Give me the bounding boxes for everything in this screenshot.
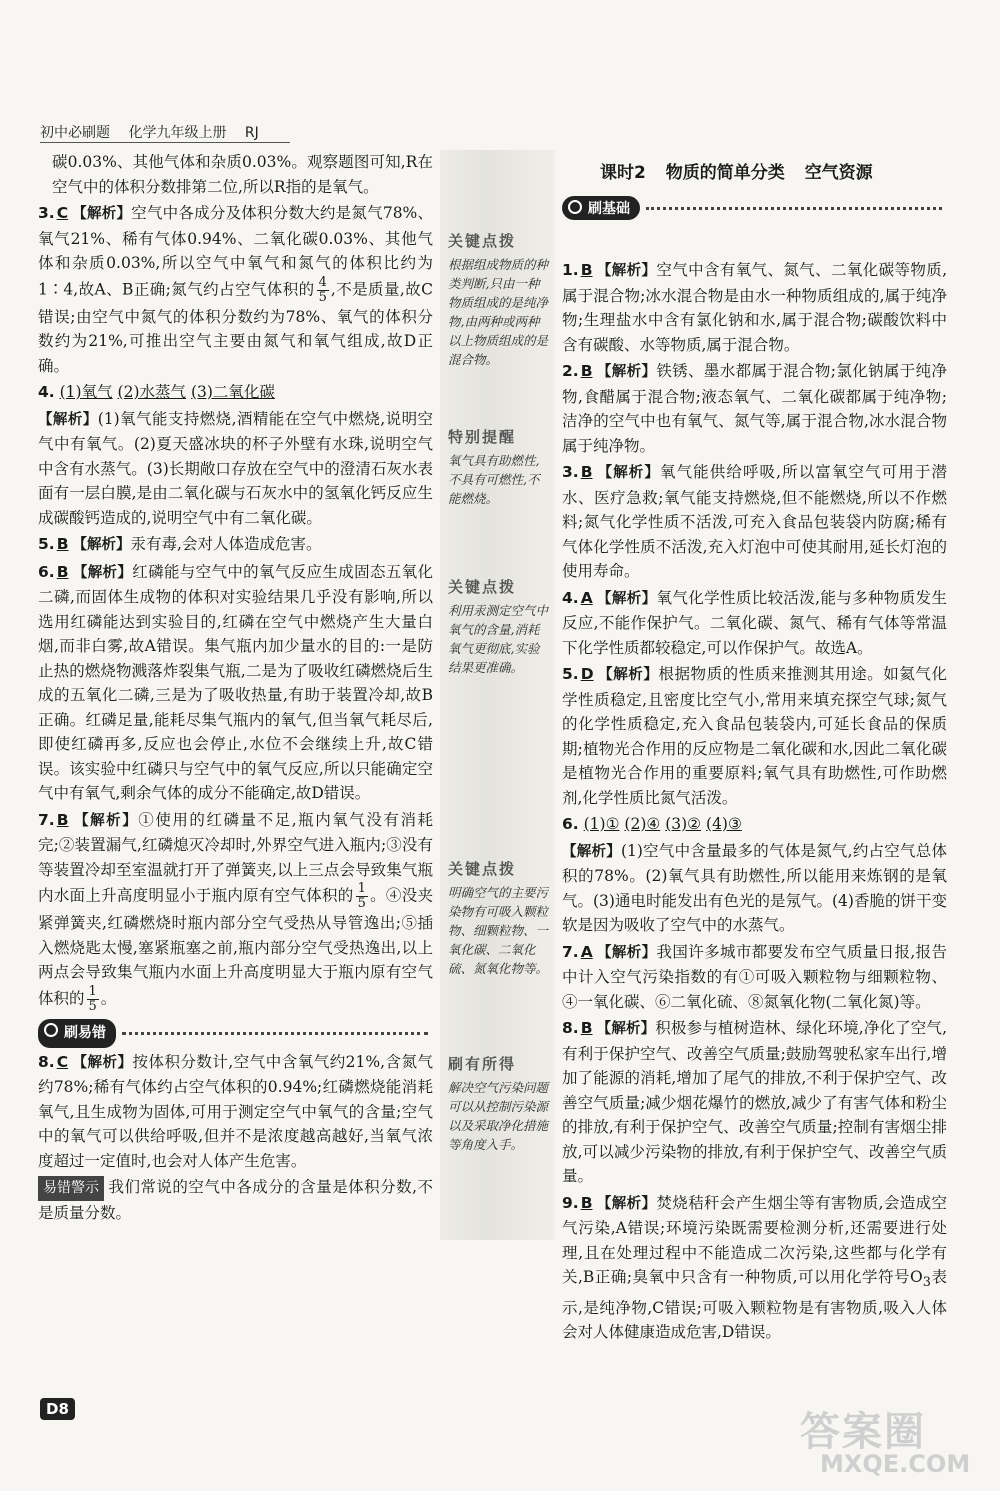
badge-basic — [562, 196, 942, 220]
fraction: $\frac{1}{5}$ — [88, 983, 97, 1014]
answer-6: 6. B 【解析】红磷能与空气中的氧气反应生成固态五氧化二磷,而固体生成物的体积对实验结果几乎没有影响,所以选用红磷能达到实验目的,红磷在空气中燃烧产生大量白烟,而非白雾,故A错误。集气瓶内加少量水的目的:一是防止热的燃烧物溅落炸裂集气瓶,二是为了吸收红磷燃烧后生成的五氧化二磷,三是为了吸收热量,有助于装置冷却,故B正确。红磷足量,能耗尽集气瓶内的氧气,但当氧气耗尽后,即使红磷再多,反应也会停止,水位不会继续上升,故C错误。该实验中红磷只与空气中的氧气反应,所以只能确定空气中有氧气,剩余气体的成分不能确定,故D错误。 — [38, 562, 433, 802]
right-answer-9: 9. B 【解析】焚烧秸秆会产生烟尘等有害物质,会造成空气污染,A错误;环境污染既需要检测分析,还需要进行处理,且在处理过程中不能造成二次污染,这些都与化学有关,B正确;臭氧中只含有一种物质,可以用化学符号$O_3$表示,是纯净物,C错误;可吸入颗粒物是有害物质,吸入人体会对人体健康造成危害,D错误。 — [562, 1193, 947, 1342]
right-answer-7: 7. A 【解析】我国许多城市都要发布空气质量日报,报告中计入空气污染指数的有①可吸入颗粒物与细颗粒物、④一氧化碳、⑥二氧化硫、⑧氮氧化物(二氧化氮)等。 — [562, 942, 947, 1011]
header-rule — [40, 142, 290, 143]
intro-text: 碳0.03%、其他气体和杂质0.03%。观察题图可知,R在空气中的体积分数排第二位,所以R指的是氧气。 — [52, 153, 433, 196]
right-answer-6-choices: 6. (1)① (2)④ (3)② (4)③ — [562, 815, 742, 833]
subject-name: 化学九年级上册 — [128, 125, 227, 141]
right-answer-2: 2. B 【解析】铁锈、墨水都属于混合物;氯化钠属于纯净物,食醋属于混合物;液态氧气、二氧化碳都属于纯净物;洁净的空气中也有氧气、氮气等,属于混合物,冰水混合物属于纯净物。 — [562, 362, 947, 455]
right-answer-1: 1. B 【解析】空气中含有氧气、氮气、二氧化碳等物质,属于混合物;冰水混合物是由水一种物质组成的,属于纯净物;生理盐水中含有氯化钠和水,属于混合物;碳酸饮料中含有碳酸、水等物质,属于混合物。 — [562, 261, 947, 354]
watermark-url: MXQE.COM — [820, 1450, 971, 1478]
right-answer-4: 4. A 【解析】氧气化学性质比较活泼,能与多种物质发生反应,不能作保护气。二氧化碳、氮气、稀有气体等常温下化学性质都较稳定,可以作保护气。故选A。 — [562, 588, 947, 657]
warning-label: 易错警示 — [38, 1176, 104, 1201]
answer-8: 8. C 【解析】按体积分数计,空气中含氧气约21%,含氮气约78%;稀有气体约占空气体积的0.94%;红磷燃烧能消耗氧气,且生成物为固体,可用于测定空气中氧气的含量;空气中的氧气可以供给呼吸,但并不是浓度越高越好,当氧气浓度超过一定值时,也会对人体产生危害。 — [38, 1052, 434, 1170]
lesson-topic: 空气资源 — [804, 163, 873, 183]
left-column — [38, 150, 433, 1227]
answer-4-choices: 4. (1)氧气 (2)水蒸气 (3)二氧化碳 — [38, 383, 275, 401]
sidebar-tip-2: 特别提醒 氧气具有助燃性,不具有可燃性,不能燃烧。 — [448, 428, 540, 506]
sidebar-tip-1: 关键点拨 根据组成物质的种类判断,只由一种物质组成的是纯净物,由两种或两种以上物质组成的是混合物。 — [448, 232, 549, 367]
sidebar-tip-3: 关键点拨 利用汞测定空气中氧气的含量,消耗氧气更彻底,实验结果更准确。 — [448, 578, 549, 675]
fraction: $\frac{4}{5}$ — [318, 274, 327, 305]
basic-badge-label: 刷基础 — [562, 196, 640, 220]
right-answer-3: 3. B 【解析】氧气能供给呼吸,所以富氧空气可用于潜水、医疗急救;氧气能支持燃烧,但不能燃烧,所以不作燃料;氮气化学性质不活泼,可充入食品包装袋内防腐;稀有气体化学性质不活泼,充入灯泡中可使其耐用,延长灯泡的使用寿命。 — [562, 463, 947, 580]
sidebar-tip-5: 刷有所得 解决空气污染问题可以从控制污染源以及采取净化措施等角度入手。 — [448, 1055, 549, 1152]
lesson-number: 课时2 — [600, 163, 646, 183]
lesson-title — [600, 158, 887, 183]
right-column — [562, 258, 947, 1347]
edition-label: RJ — [244, 125, 259, 141]
right-answer-6-analysis: 【解析】(1)空气中含量最多的气体是氮气,约占空气总体积的78%。(2)氧气具有助燃性,所以能用来炼钢的是氧气。(3)通电时能发出有色光的是氖气。(4)香脆的饼干变软是因为吸收了空气中的水蒸气。 — [562, 841, 947, 934]
right-answer-5: 5. D 【解析】根据物质的性质来推测其用途。如氦气化学性质稳定,且密度比空气小,常用来填充探空气球;氮气的化学性质稳定,充入食品包装袋内,可延长食品的保质期;植物光合作用的反应物是二氧化碳和水,因此二氧化碳是植物光合作用的重要原料;氧气具有助燃性,可作助燃剂,化学性质比氮气活泼。 — [562, 665, 947, 807]
fraction: $\frac{1}{5}$ — [357, 881, 366, 911]
page-number: D8 — [40, 1398, 75, 1420]
book-name: 初中必刷题 — [40, 125, 110, 141]
page-header — [40, 122, 273, 142]
badge-mistake: 刷易错 — [38, 1016, 433, 1050]
watermark-logo: 答案圈 — [800, 1409, 926, 1455]
answer-4-analysis: 【解析】(1)氧气能支持燃烧,酒精能在空气中燃烧,说明空气中有氧气。(2)夏天盛冰块的杯子外壁有水珠,说明空气中含有水蒸气。(3)长期敞口存放在空气中的澄清石灰水表面有一层白膜,是由二氧化碳与石灰水中的氢氧化钙反应生成碳酸钙造成的,说明空气中有二氧化碳。 — [38, 409, 434, 527]
dotted-rule — [646, 207, 942, 210]
answer-5: 5. B 【解析】汞有毒,会对人体造成危害。 — [38, 535, 322, 553]
lesson-name: 物质的简单分类 — [665, 163, 785, 183]
mistake-warning: 易错警示 我们常说的空气中各成分的含量是体积分数,不是质量分数。 — [38, 1178, 433, 1222]
answer-7: 7. B 【解析】①使用的红磷量不足,瓶内氧气没有消耗完;②装置漏气,红磷熄灭冷却时,外界空气进入瓶内;③没有等装置冷却至室温就打开了弹簧夹,以上三点会导致集气瓶内水面上升高度明显小于瓶内原有空气体积的 $\frac{1}{5}$ 。④没夹紧弹簧夹,红磷燃烧时瓶内部分空气受热从导管逸出;⑤插入燃烧匙太慢,塞紧瓶塞之前,瓶内部分空气受热逸出,以上两点会导致集气瓶内水面上升高度明显大于瓶内原有空气体积的 $\frac{1}{5}$ 。 — [38, 810, 434, 1014]
sidebar-tip-4: 关键点拨 明确空气的主要污染物有可吸入颗粒物、细颗粒物、一氧化碳、二氧化硫、氮氧化物等。 — [448, 860, 549, 976]
right-answer-8: 8. B 【解析】积极参与植树造林、绿化环境,净化了空气,有利于保护空气、改善空气质量;鼓励驾驶私家车出行,增加了能源的消耗,增加了尾气的排放,不利于保护空气、改善空气质量;减少烟花爆竹的燃放,减少了有害气体和粉尘的排放,有利于保护空气、改善空气质量;控制有害烟尘排放,可以减少污染物的排放,有利于保护空气、改善空气质量。 — [562, 1019, 948, 1185]
answer-3: 3. C 【解析】空气中各成分及体积分数大约是氮气78%、氧气21%、稀有气体0.94%、二氧化碳0.03%、其他气体和杂质0.03%,所以空气中氧气和氮气的体积比约为1∶4,故A、B正确;氮气约占空气体积的 $\frac{4}{5}$ ,不是质量,故C错误;由空气中氮气的体积分数约为78%、氧气的体积分数约为21%,可推出空气主要由氮气和氧气组成,故D正确。 — [38, 204, 434, 375]
